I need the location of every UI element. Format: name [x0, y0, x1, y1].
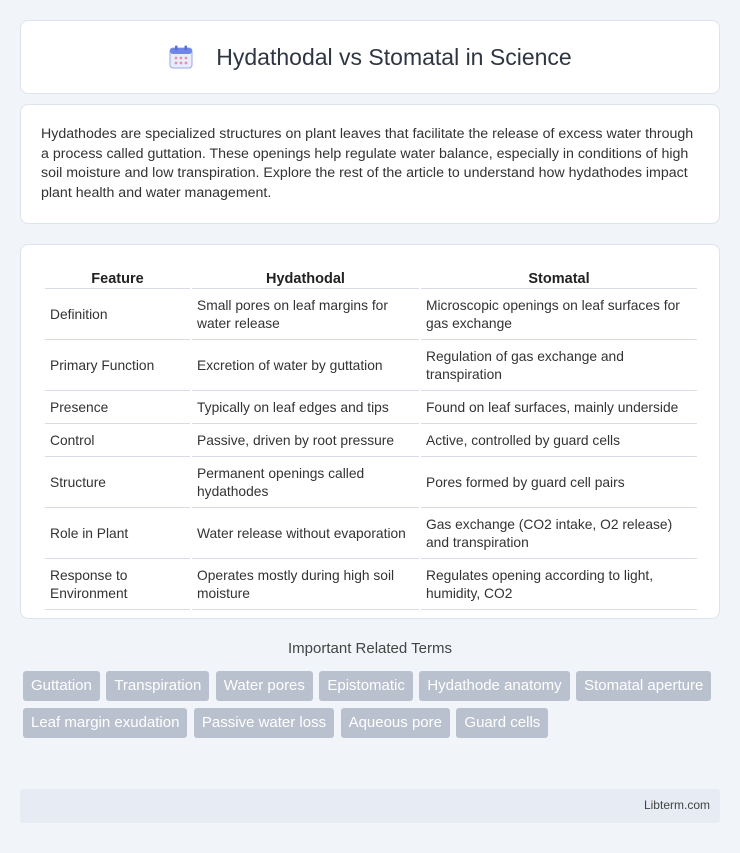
table-cell: Presence [45, 393, 190, 424]
table-cell: Small pores on leaf margins for water release [192, 291, 419, 340]
table-cell: Regulation of gas exchange and transpiration [421, 342, 697, 391]
term-tag[interactable]: Transpiration [106, 671, 209, 701]
term-tag[interactable]: Hydathode anatomy [419, 671, 569, 701]
table-cell: Definition [45, 291, 190, 340]
table-row [45, 561, 697, 610]
table-cell: Structure [45, 459, 190, 508]
table-cell: Active, controlled by guard cells [421, 426, 697, 457]
table-cell: Permanent openings called hydathodes [192, 459, 419, 508]
column-header-feature: Feature [45, 267, 190, 289]
table-row [45, 459, 697, 508]
table-row [45, 510, 697, 559]
table-cell: Operates mostly during high soil moisture [192, 561, 419, 610]
calendar-icon [168, 44, 194, 70]
intro-text: Hydathodes are specialized structures on plant leaves that facilitate the release of excess water through a process called guttation. These openings help regulate water balance, especially in conditions of high soil moisture and low transpiration. Explore the rest of the article to understand how hydathodes impact plant health and water management. [41, 126, 694, 201]
table-cell: Role in Plant [45, 510, 190, 559]
table-row [45, 426, 697, 457]
page-title: Hydathodal vs Stomatal in Science [216, 43, 572, 70]
table-cell: Regulates opening according to light, humidity, CO2 [421, 561, 697, 610]
term-tag[interactable]: Guttation [23, 671, 100, 701]
table-row [45, 393, 697, 424]
table-cell: Microscopic openings on leaf surfaces for gas exchange [421, 291, 697, 340]
term-tag[interactable]: Aqueous pore [341, 708, 450, 738]
term-tag[interactable]: Water pores [216, 671, 313, 701]
table-row [45, 342, 697, 391]
term-tag[interactable]: Guard cells [456, 708, 548, 738]
table-cell: Response to Environment [45, 561, 190, 610]
table-cell: Water release without evaporation [192, 510, 419, 559]
comparison-table [43, 265, 699, 612]
term-tag[interactable]: Stomatal aperture [576, 671, 711, 701]
table-cell: Gas exchange (CO2 intake, O2 release) and transpiration [421, 510, 697, 559]
intro-card [20, 104, 720, 224]
title-card [20, 20, 720, 94]
table-cell: Control [45, 426, 190, 457]
table-cell: Pores formed by guard cell pairs [421, 459, 697, 508]
table-cell: Primary Function [45, 342, 190, 391]
term-tag[interactable]: Passive water loss [194, 708, 334, 738]
table-header-row [45, 267, 697, 289]
column-header-stomatal: Stomatal [421, 267, 697, 289]
table-cell: Excretion of water by guttation [192, 342, 419, 391]
table-cell: Found on leaf surfaces, mainly underside [421, 393, 697, 424]
term-tag[interactable]: Leaf margin exudation [23, 708, 187, 738]
column-header-hydathodal: Hydathodal [192, 267, 419, 289]
term-tag[interactable]: Epistomatic [319, 671, 413, 701]
footer [20, 789, 720, 823]
comparison-card [20, 244, 720, 619]
related-terms-list [23, 671, 723, 745]
table-cell: Passive, driven by root pressure [192, 426, 419, 457]
table-cell: Typically on leaf edges and tips [192, 393, 419, 424]
footer-site-link[interactable]: Libterm.com [643, 798, 710, 812]
table-row [45, 291, 697, 340]
related-terms-title: Important Related Terms [288, 640, 452, 657]
